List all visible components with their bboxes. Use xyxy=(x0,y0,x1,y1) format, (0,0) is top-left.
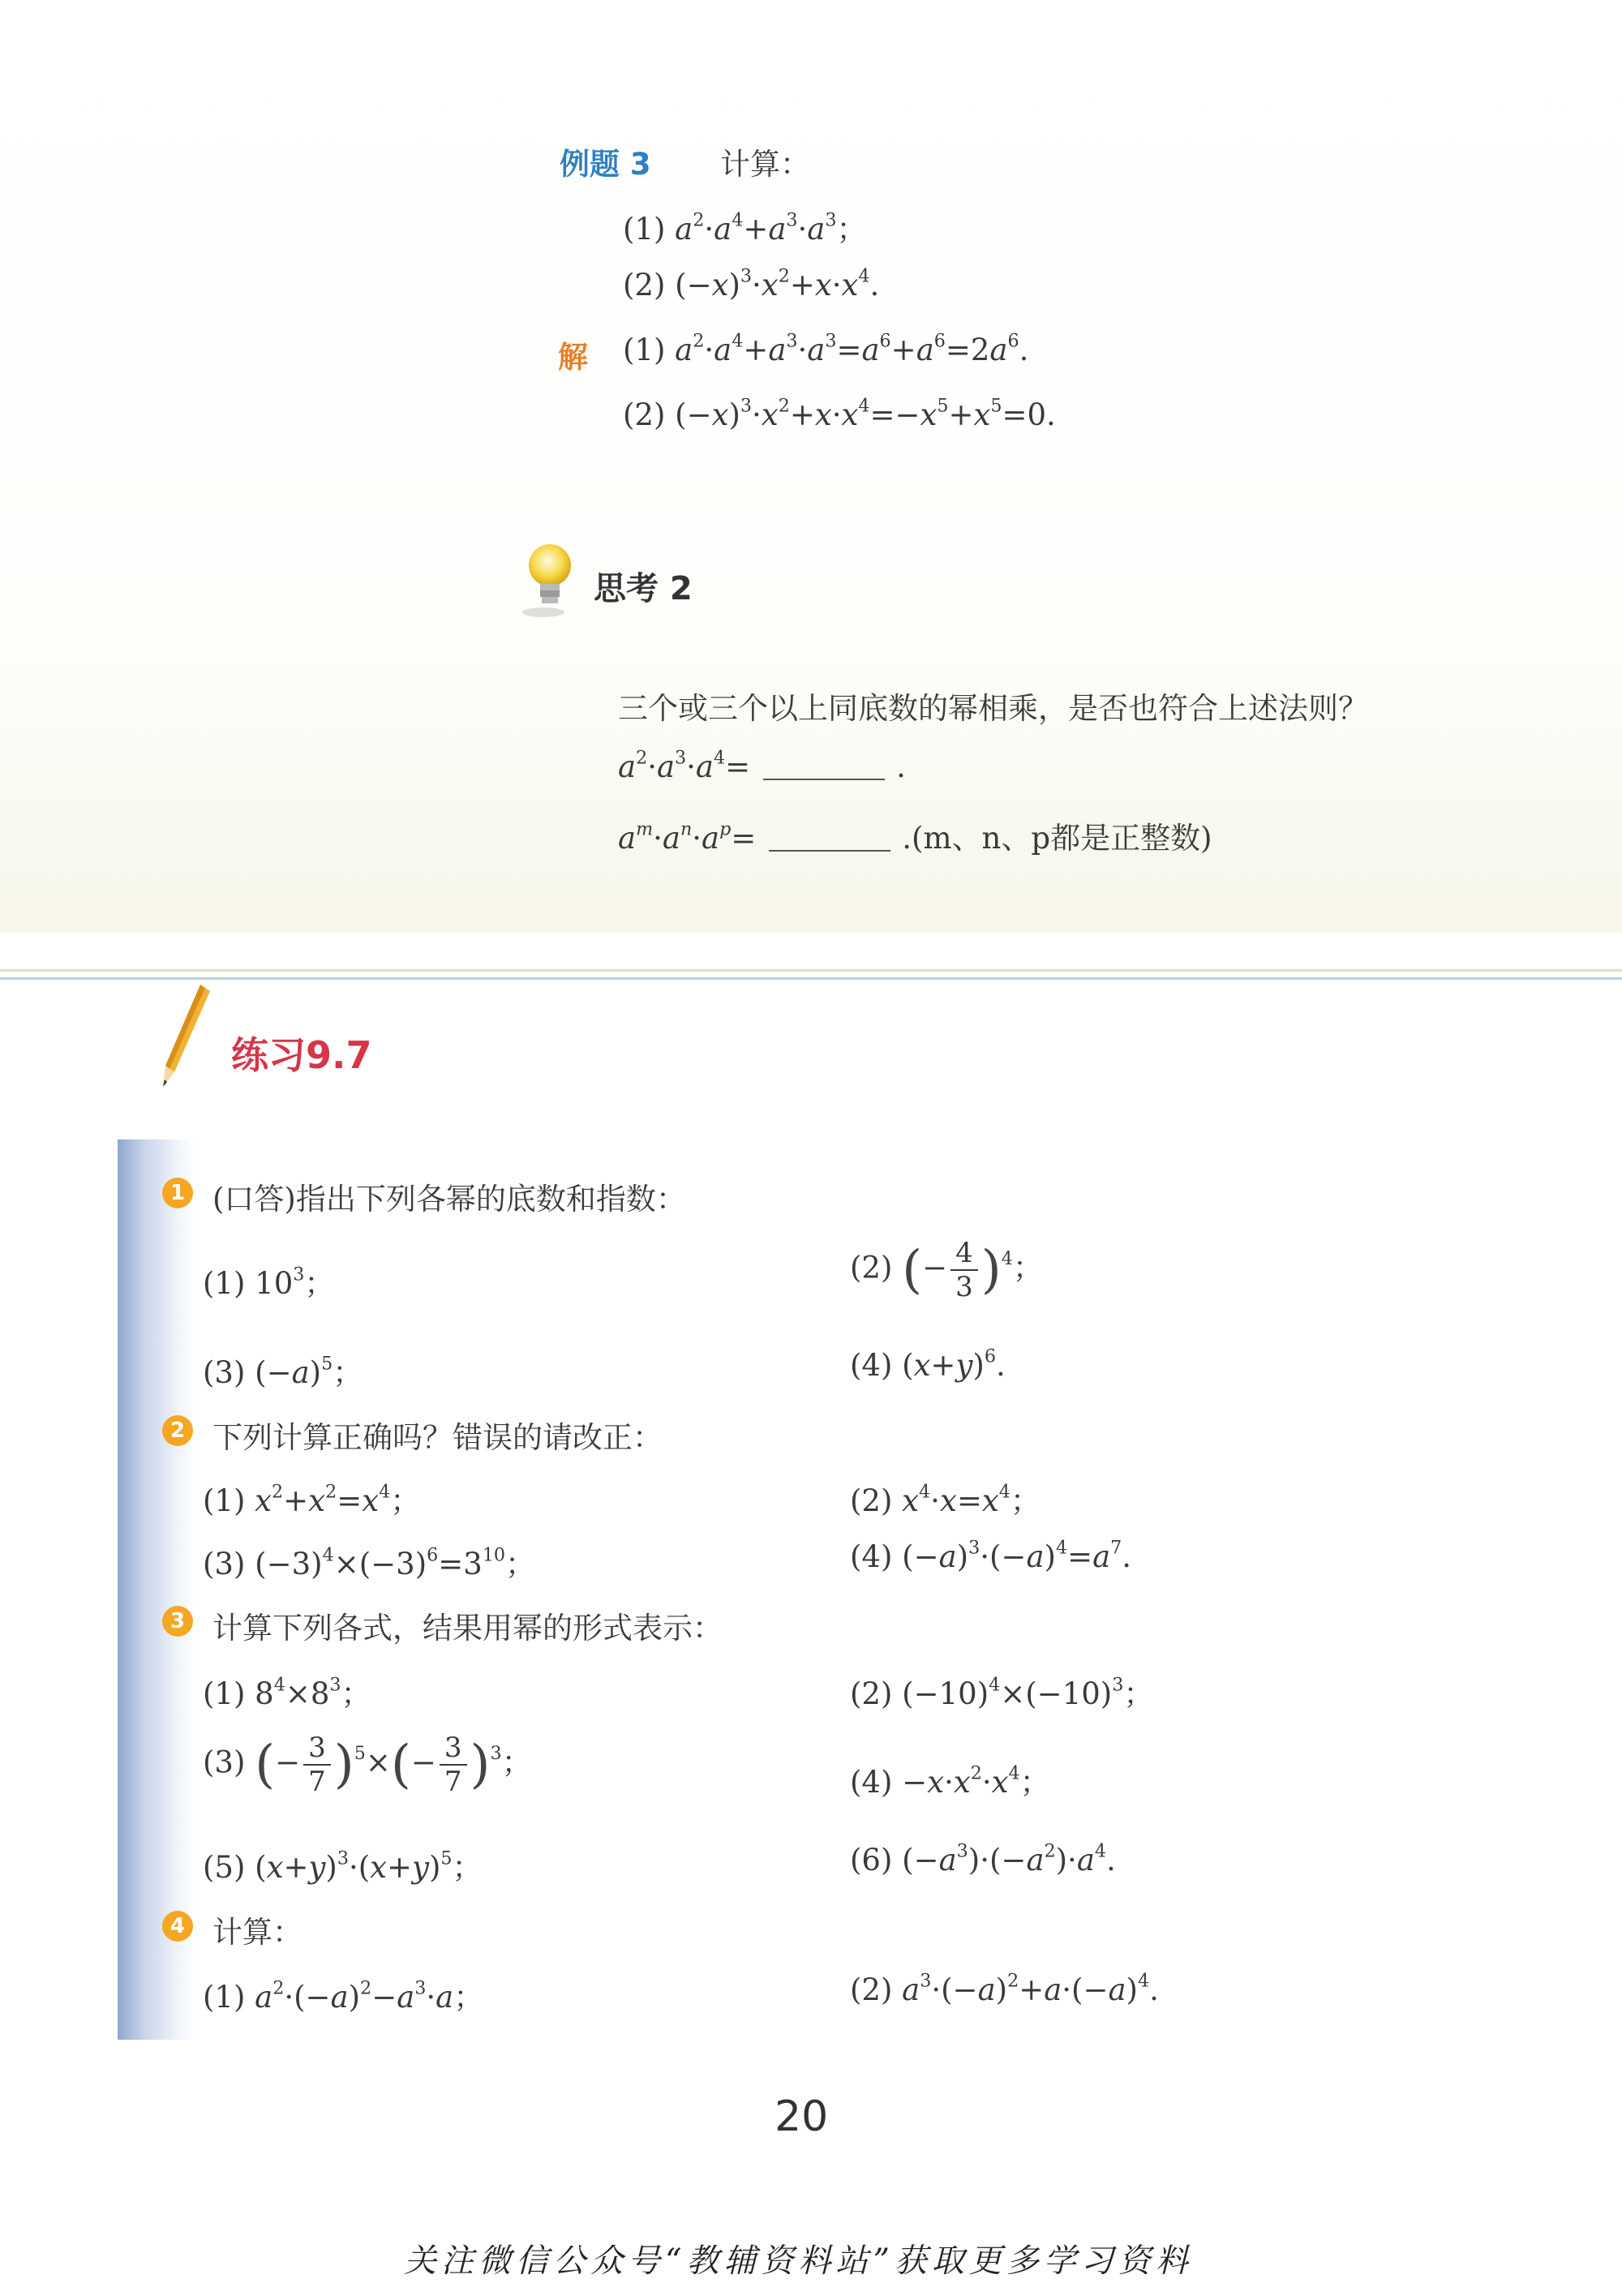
q3-item-2: (2) $(-10)^4\times(-10)^3$； xyxy=(850,1674,1154,1711)
question-4-text: 计算： xyxy=(212,1915,303,1950)
question-3-text: 计算下列各式，结果用幂的形式表示： xyxy=(212,1611,723,1646)
q2-item-4: (4) $(-a)^3\cdot(-a)^4=a^7$. xyxy=(850,1537,1132,1574)
q1-item-1: (1) $10^3$； xyxy=(203,1264,335,1301)
lightbulb-icon xyxy=(519,539,580,620)
practice-title: 练习9.7 xyxy=(231,1033,372,1077)
q1-item-3: (3) $(-a)^5$； xyxy=(203,1353,363,1390)
think-title: 思考 2 xyxy=(594,570,693,607)
q4-item-1: (1) $a^2\cdot(-a)^2-a^3\cdot a$； xyxy=(203,1977,484,2015)
q2-item-3: (3) $(-3)^4\times(-3)^6=3^{10}$； xyxy=(203,1544,536,1581)
page-number: 20 xyxy=(775,2092,829,2141)
divider-line xyxy=(0,977,1622,980)
solution-line-1: (1) $a^2\cdot a^4+a^3\cdot a^3=a^6+a^6=2a^6$. xyxy=(623,330,1029,367)
q3-item-1: (1) $8^4\times 8^3$； xyxy=(203,1674,371,1711)
q2-item-2: (2) $x^4\cdot x=x^4$； xyxy=(850,1481,1041,1518)
q3-item-3: (3) (− $\frac{3}{7}$ )$^5$×(− $\frac{3}{7}$ )$^3$； xyxy=(203,1732,532,1798)
solution-line-2: (2) $(-x)^3\cdot x^2+x\cdot x^4=-x^5+x^5=0$. xyxy=(623,395,1056,432)
q2-item-1: (1) $x^2+x^2=x^4$； xyxy=(203,1481,421,1518)
question-badge-3: 3 xyxy=(162,1606,193,1637)
question-badge-4: 4 xyxy=(162,1911,193,1942)
q3-item-4: $(4) -x\cdot x^2\cdot x^4$； xyxy=(850,1762,1050,1800)
q3-item-6: (6) $(-a^3)\cdot(-a^2)\cdot a^4$. xyxy=(850,1840,1116,1878)
think-blank-2: $a^m\cdot a^n\cdot a^p= .(m$、n、p都是正整数) xyxy=(618,818,1212,856)
practice-side-bar xyxy=(118,1139,195,2040)
pencil-icon xyxy=(158,981,215,1091)
divider-line xyxy=(0,969,1622,972)
think-blank-1: $a^2\cdot a^3\cdot a^4=$ . xyxy=(618,747,906,784)
question-badge-2: 2 xyxy=(162,1415,193,1446)
example-problem-1: (1) $a^2\cdot a^4+a^3\cdot a^3$； xyxy=(623,209,867,247)
q3-item-5: (5) $(x+y)^3\cdot(x+y)^5$； xyxy=(203,1848,483,1885)
q1-item-2: (2) (− $\frac{4}{3}$ )$^4$； xyxy=(850,1237,1043,1303)
think-period: . xyxy=(896,749,906,784)
solution-mark: 解 xyxy=(558,339,588,375)
example-title: 例题 3 xyxy=(560,147,651,182)
q4-item-2: (2) $a^3\cdot(-a)^2+a\cdot(-a)^4$. xyxy=(850,1970,1159,2007)
question-1-text: (口答)指出下列各幂的底数和指数： xyxy=(212,1182,686,1217)
think-note: .(m、n、p都是正整数) xyxy=(902,821,1212,856)
question-2-text: 下列计算正确吗？错误的请改正： xyxy=(212,1420,663,1455)
example-problem-2: (2) $(-x)^3\cdot x^2+x\cdot x^4$. xyxy=(623,265,880,303)
top-section-background xyxy=(0,0,1622,933)
footer-text: 关注微信公众号“教辅资料站”获取更多学习资料 xyxy=(404,2242,1193,2280)
example-prompt: 计算： xyxy=(720,147,810,182)
question-badge-1: 1 xyxy=(162,1178,193,1208)
q1-item-4: (4) $(x+y)^6$. xyxy=(850,1345,1006,1383)
think-question: 三个或三个以上同底数的幂相乘，是否也符合上述法则？ xyxy=(618,691,1368,726)
